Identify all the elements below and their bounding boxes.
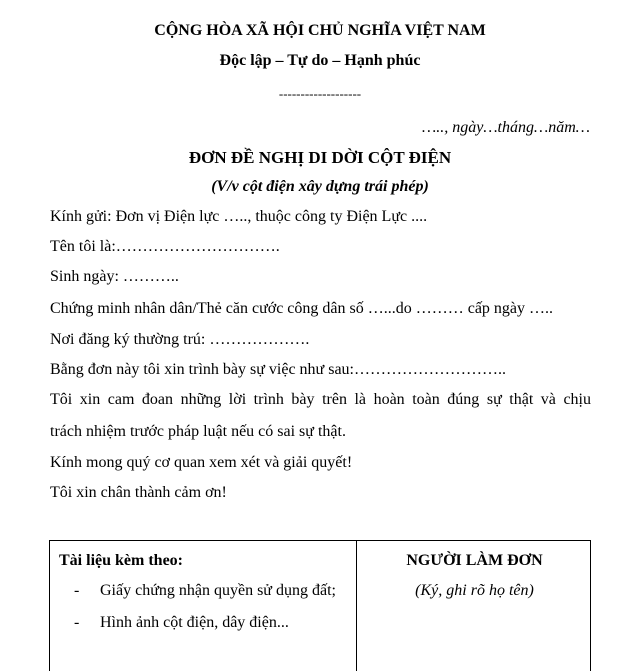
document-subtitle: (V/v cột điện xây dựng trái phép) [211,178,429,195]
id-line: Chứng minh nhân dân/Thẻ căn cước công dân số …...do ……… cấp ngày ….. [50,300,554,317]
bullet-dash: - [74,582,80,599]
pledge-line-1: Tôi xin cam đoan những lời trình bày trên là hoàn toàn đúng sự thật và chịu [50,391,591,408]
thanks-line: Tôi xin chân thành cảm ơn! [50,484,227,501]
document-title: ĐƠN ĐỀ NGHỊ DI DỜI CỘT ĐIỆN [188,148,452,167]
pledge-line-2: trách nhiệm trước pháp luật nếu có sai sự thật. [50,423,346,440]
request-line: Bằng đơn này tôi xin trình bày sự việc như sau:……………………….. [50,361,506,378]
bullet-dash: - [74,614,80,631]
date-line: ….., ngày…tháng…năm… [421,119,590,136]
signer-title: NGƯỜI LÀM ĐƠN [406,552,543,569]
attachment-label: Giấy chứng nhận quyền sử dụng đất; [100,582,336,599]
national-title: CỘNG HÒA XÃ HỘI CHỦ NGHĨA VIỆT NAM [154,22,486,39]
name-line: Tên tôi là:…………………………. [50,238,280,255]
attachments-heading: Tài liệu kèm theo: [59,552,183,569]
national-motto: Độc lập – Tự do – Hạnh phúc [219,52,421,69]
dob-line: Sinh ngày: ……….. [50,268,179,285]
attachment-label: Hình ảnh cột điện, dây điện... [100,614,289,631]
attachment-item [74,582,336,600]
recipient-line: Kính gửi: Đơn vị Điện lực ….., thuộc công ty Điện Lực .... [50,208,428,225]
address-line: Nơi đăng ký thường trú: ………………. [50,331,310,348]
signer-note: (Ký, ghi rõ họ tên) [415,582,534,599]
header-divider: ------------------- [278,86,362,101]
attachment-item [74,614,289,632]
signature-table [49,540,591,671]
consider-line: Kính mong quý cơ quan xem xét và giải quyết! [50,454,353,471]
